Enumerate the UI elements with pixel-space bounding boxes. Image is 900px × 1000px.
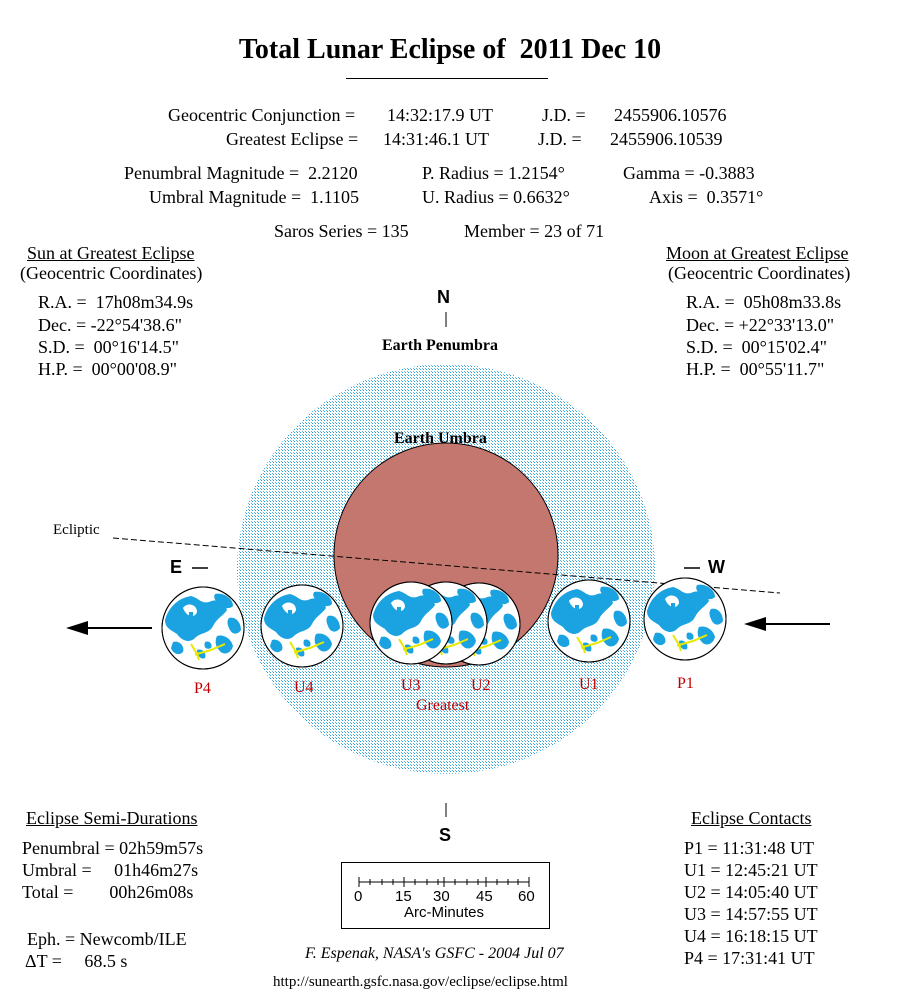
conjunction-jd-label: J.D. = — [542, 105, 586, 125]
contact-label-u1: U1 — [579, 676, 599, 693]
penumbral-magnitude: Penumbral Magnitude = 2.2120 — [124, 163, 358, 183]
scale-tick-0: 0 — [354, 888, 363, 905]
west-label: W — [708, 557, 725, 577]
greatest-eclipse-label: Greatest — [416, 697, 470, 714]
moon-u4 — [261, 585, 343, 667]
credit: F. Espenak, NASA's GSFC - 2004 Jul 07 — [305, 945, 564, 962]
semi-durations-heading: Eclipse Semi-Durations — [26, 808, 198, 828]
contact-label-p1: P1 — [677, 675, 694, 692]
sun-subheading: (Geocentric Coordinates) — [20, 263, 203, 283]
greatest-jd: 2455906.10539 — [610, 129, 723, 149]
penumbral-semi-duration: Penumbral = 02h59m57s — [22, 838, 204, 858]
umbral-radius: U. Radius = 0.6632° — [422, 187, 570, 207]
title-rule — [346, 78, 548, 79]
conjunction-label: Geocentric Conjunction = — [168, 105, 356, 125]
moon-u1 — [548, 580, 630, 662]
conjunction-jd: 2455906.10576 — [614, 105, 727, 125]
scale-label: Arc-Minutes — [404, 904, 485, 921]
sun-ra: R.A. = 17h08m34.9s — [38, 292, 194, 312]
scale-tick-15: 15 — [395, 888, 412, 905]
moon-ra: R.A. = 05h08m33.8s — [686, 292, 842, 312]
contacts-heading: Eclipse Contacts — [691, 808, 812, 828]
contact-row: U1 = 12:45:21 UT — [684, 860, 818, 880]
scale-tick-30: 30 — [433, 888, 450, 905]
axis: Axis = 0.3571° — [649, 187, 764, 207]
contact-label-u2: U2 — [471, 677, 491, 694]
source-url[interactable]: http://sunearth.gsfc.nasa.gov/eclipse/eclipse.html — [273, 974, 568, 990]
moon-u3 — [370, 582, 452, 664]
saros-series: Saros Series = 135 — [274, 221, 409, 241]
moon-sd: S.D. = 00°15'02.4" — [686, 337, 827, 357]
sun-dec: Dec. = -22°54'38.6" — [38, 315, 182, 335]
conjunction-time: 14:32:17.9 UT — [387, 105, 493, 125]
penumbral-radius: P. Radius = 1.2154° — [422, 163, 565, 183]
contact-label-p4: P4 — [194, 680, 211, 697]
left-arrow-icon — [66, 621, 88, 635]
contact-label-u3: U3 — [401, 677, 421, 694]
contact-row: P1 = 11:31:48 UT — [684, 838, 814, 858]
penumbra-label: Earth Penumbra — [382, 337, 498, 354]
contact-row: U4 = 16:18:15 UT — [684, 926, 818, 946]
ephemeris: Eph. = Newcomb/ILE — [27, 929, 187, 949]
moon-p1 — [644, 578, 726, 660]
greatest-time: 14:31:46.1 UT — [383, 129, 489, 149]
scale-box — [341, 862, 550, 929]
contact-row: P4 = 17:31:41 UT — [684, 948, 815, 968]
sun-heading: Sun at Greatest Eclipse — [27, 243, 195, 263]
gamma: Gamma = -0.3883 — [623, 163, 755, 183]
sun-hp: H.P. = 00°00'08.9" — [38, 359, 177, 379]
north-label: N — [437, 287, 450, 307]
umbral-magnitude: Umbral Magnitude = 1.1105 — [149, 187, 359, 207]
ecliptic-label: Ecliptic — [53, 522, 100, 538]
saros-member: Member = 23 of 71 — [464, 221, 605, 241]
page-title: Total Lunar Eclipse of 2011 Dec 10 — [238, 34, 662, 65]
east-label: E — [170, 557, 183, 577]
moon-hp: H.P. = 00°55'11.7" — [686, 359, 825, 379]
umbra-label: Earth Umbra — [394, 430, 487, 447]
scale-tick-60: 60 — [518, 888, 535, 905]
greatest-jd-label: J.D. = — [538, 129, 582, 149]
right-arrow-icon — [744, 617, 766, 631]
contact-row: U2 = 14:05:40 UT — [684, 882, 818, 902]
contact-label-u4: U4 — [294, 679, 314, 696]
moon-dec: Dec. = +22°33'13.0" — [686, 315, 835, 335]
umbral-semi-duration: Umbral = 01h46m27s — [22, 860, 199, 880]
scale-tick-45: 45 — [476, 888, 493, 905]
south-label: S — [439, 825, 452, 845]
moon-p4 — [162, 587, 244, 669]
moon-subheading: (Geocentric Coordinates) — [668, 263, 851, 283]
total-semi-duration: Total = 00h26m08s — [22, 882, 194, 902]
delta-t: ΔT = 68.5 s — [25, 951, 128, 971]
contact-row: U3 = 14:57:55 UT — [684, 904, 818, 924]
moon-heading: Moon at Greatest Eclipse — [666, 243, 849, 263]
sun-sd: S.D. = 00°16'14.5" — [38, 337, 179, 357]
greatest-label: Greatest Eclipse = — [226, 129, 359, 149]
